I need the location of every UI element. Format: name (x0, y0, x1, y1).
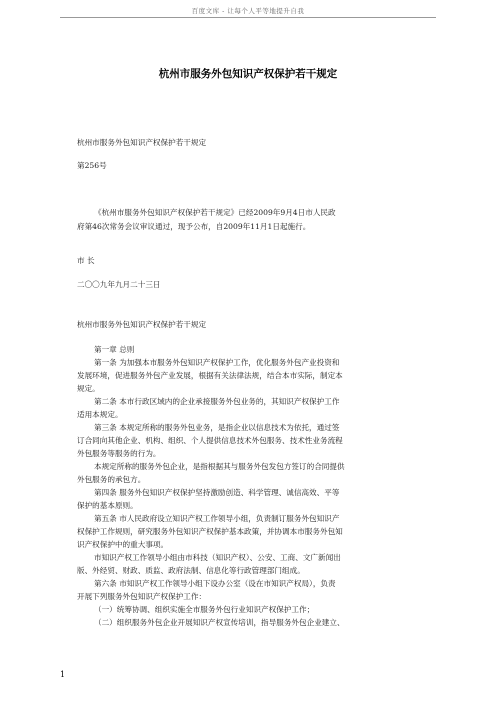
text-line: 第256号 (77, 161, 107, 170)
header-rule (60, 17, 436, 18)
text-line: 市知识产权工作领导小组由市科技（知识产权）、公安、工商、文广新闻出 (94, 553, 341, 562)
text-line: 本规定所称的服务外包企业，是指根据其与服务外包发包方签订的合同提供 (94, 462, 345, 471)
text-line: 杭州市服务外包知识产权保护若干规定 (77, 320, 207, 329)
text-line: 第五条 市人民政府设立知识产权工作领导小组，负责制订服务外包知识产 (94, 514, 340, 523)
text-line: 外包服务等服务的行为。 (77, 449, 161, 458)
text-line: 外包服务的承包方。 (77, 475, 146, 484)
header-text: 百度文库 - 让每个人平等地提升自我 (191, 7, 305, 15)
text-line: 杭州市服务外包知识产权保护若干规定 (77, 138, 207, 147)
text-line: （二）组织服务外包企业开展知识产权宣传培训，指导服务外包企业建立、 (94, 618, 345, 627)
text-line: 规定。 (77, 384, 100, 393)
text-line: 发展环境，促进服务外包产业发展，根据有关法律法规，结合本市实际，制定本 (77, 371, 343, 380)
document-title: 杭州市服务外包知识产权保护若干规定 (158, 68, 338, 80)
text-line: 市 长 (77, 256, 95, 265)
text-line: 适用本规定。 (77, 410, 123, 419)
text-line: 第六条 市知识产权工作领导小组下设办公室（设在市知识产权局），负责 (94, 579, 336, 588)
text-line: 第一章 总则 (94, 345, 135, 354)
text-line: 权保护工作规则，研究服务外包知识产权保护基本政策，并协调本市服务外包知 (77, 527, 343, 536)
page-number: 1 (60, 670, 66, 679)
text-line: 第二条 本市行政区域内的企业承接服务外包业务的，其知识产权保护工作 (94, 397, 340, 406)
text-line: 版、外经贸、财政、质监、政府法制、信息化等行政管理部门组成。 (77, 566, 305, 575)
text-line: 《杭州市服务外包知识产权保护若干规定》已经2009年9月4日市人民政 (94, 208, 336, 217)
text-line: 保护的基本原则。 (77, 501, 138, 510)
text-line: 第一条 为加强本市服务外包知识产权保护工作，优化服务外包产业投资和 (94, 358, 340, 367)
text-line: 二〇〇九年九月二十三日 (77, 280, 161, 289)
text-line: 第三条 本规定所称的服务外包业务，是指企业以信息技术为依托，通过签 (94, 423, 340, 432)
text-line: 第四条 服务外包知识产权保护坚持激励创造、科学管理、诚信高效、平等 (94, 488, 340, 497)
text-line: 订合同向其他企业、机构、组织、个人提供信息技术外包服务、技术性业务流程 (77, 436, 343, 445)
text-line: 府第46次常务会议审议通过，现予公布，自2009年11月1日起施行。 (77, 222, 311, 231)
text-line: 识产权保护中的重大事项。 (77, 540, 169, 549)
text-line: （一）统筹协调、组织实施全市服务外包行业知识产权保护工作； (94, 605, 315, 614)
text-line: 开展下列服务外包知识产权保护工作： (77, 592, 207, 601)
